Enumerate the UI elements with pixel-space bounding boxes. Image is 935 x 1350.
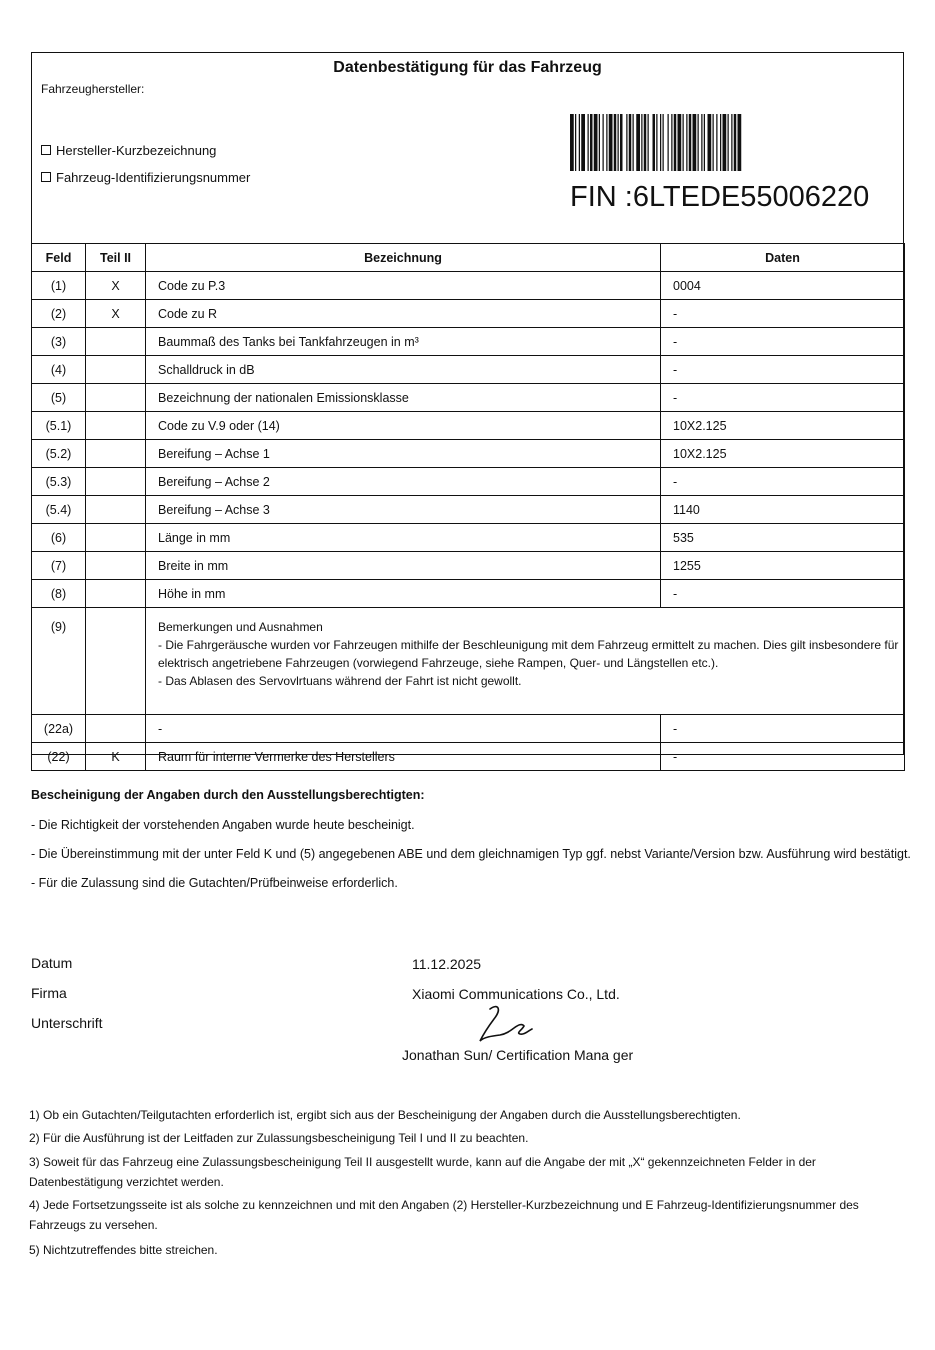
barcode-bar [618,114,619,171]
cell-bezeichnung: Bereifung – Achse 1 [146,440,661,468]
cell-bezeichnung: Breite in mm [146,552,661,580]
barcode-bar [633,114,634,171]
cell-daten: - [661,328,905,356]
cell-feld: (9) [32,608,86,715]
barcode-bar [648,114,649,171]
checkbox-icon [41,172,51,182]
footnote: 3) Soweit für das Fahrzeug eine Zulassungsbescheinigung Teil II ausgestellt wurde, kann auf die Angabe der mit „X“ gekennzeichneten Felder in der Datenbestätigung verzichtet werden. [29,1155,816,1189]
barcode-bar [683,114,684,171]
cell-feld: (8) [32,580,86,608]
barcode-bar [629,114,632,171]
table-row [32,356,905,384]
barcode-bar [738,114,742,171]
barcode-bar [716,114,717,171]
checkbox-manufacturer-short [41,143,216,158]
barcode-bar [663,114,664,171]
handwritten-signature [470,1003,540,1045]
cell-bezeichnung: Code zu R [146,300,661,328]
cell-daten: - [661,384,905,412]
cell-feld: (5.3) [32,468,86,496]
cell-feld: (5.2) [32,440,86,468]
table-row [32,328,905,356]
barcode-bar [660,114,661,171]
barcode-bar [713,114,714,171]
cell-feld: (7) [32,552,86,580]
barcode-bar [581,114,585,171]
barcode-bar [720,114,721,171]
cell-teil [86,524,146,552]
barcode-bar [599,114,600,171]
barcode-bar [626,114,627,171]
cell-daten: 10X2.125 [661,412,905,440]
col-header-feld: Feld [32,244,86,272]
barcode-bar [620,114,623,171]
footnote: 4) Jede Fortsetzungsseite ist als solche zu kennzeichnen und mit den Angaben (2) Hersteller-Kurzbezeichnung und E Fahrzeug-Identifizierungsnummer des Fahrzeugs zu versehen. [29,1198,859,1232]
table-row [32,715,905,743]
table-row [32,552,905,580]
cell-bezeichnung: - [146,715,661,743]
cell-bezeichnung: Bereifung – Achse 2 [146,468,661,496]
barcode-bar [734,114,737,171]
checkbox-icon [41,145,51,155]
manufacturer-label: Fahrzeughersteller: [41,82,145,96]
barcode-bar [674,114,677,171]
checkbox-vehicle-id [41,170,250,185]
table-row [32,524,905,552]
table-row [32,496,905,524]
remarks-title: Bemerkungen und Ausnahmen [158,620,323,634]
barcode-bar [575,114,576,171]
cell-bezeichnung: Raum für interne Vermerke des Herstellers [146,743,661,771]
col-header-bezeichnung: Bezeichnung [146,244,661,272]
cell-bezeichnung: Code zu P.3 [146,272,661,300]
cell-teil: X [86,300,146,328]
cell-daten: - [661,743,905,771]
col-header-teil: Teil II [86,244,146,272]
remark-item: - Die Fahrgeräusche wurden vor Fahrzeugen mithilfe der Beschleunigung mit dem Fahrzeug ermittelt zu machen. Dies gilt insbesondere für elektrisch angetriebene Fahrzeugen (vorwiegend Fahrzeuge, siehe Rampen, Quer- und Längstellen etc.). [158,638,899,670]
barcode-bar [701,114,702,171]
barcode-bar [708,114,712,171]
barcode-bar [579,114,580,171]
cell-feld: (22) [32,743,86,771]
cell-bezeichnung: Code zu V.9 oder (14) [146,412,661,440]
cell-feld: (5.4) [32,496,86,524]
barcode-bar [594,114,598,171]
barcode-bar [606,114,607,171]
cell-daten: - [661,300,905,328]
document-title: Datenbestätigung für das Fahrzeug [333,59,602,76]
table-row [32,743,905,771]
table-row [32,272,905,300]
barcode-bar [636,114,640,171]
cell-feld: (6) [32,524,86,552]
remark-item: - Das Ablasen des Servovlrtuans während der Fahrt ist nicht gewollt. [158,674,522,688]
cell-daten: - [661,356,905,384]
table-row [32,384,905,412]
col-header-daten: Daten [661,244,905,272]
barcode-bar [704,114,705,171]
barcode-bar [570,114,574,171]
cell-feld: (5.1) [32,412,86,440]
cell-teil [86,328,146,356]
cell-teil [86,715,146,743]
cell-bezeichnung: Bereifung – Achse 3 [146,496,661,524]
cell-daten: - [661,715,905,743]
barcode-image [570,114,854,171]
certification-line: - Die Übereinstimmung mit der unter Feld K und (5) angegebenen ABE und dem gleichnamigen Typ ggf. nebst Variante/Version bzw. Ausführung wird bestätigt. [31,847,911,861]
certification-line: - Für die Zulassung sind die Gutachten/Prüfbeinweise erforderlich. [31,876,398,890]
barcode-bar [689,114,692,171]
cell-teil [86,440,146,468]
signer-name: Jonathan Sun/ Certification Mana ger [402,1047,634,1063]
unterschrift-label: Unterschrift [31,1015,103,1031]
table-row [32,440,905,468]
cell-bezeichnung: Höhe in mm [146,580,661,608]
cell-daten: - [661,468,905,496]
barcode-bar [603,114,604,171]
barcode-bar [723,114,727,171]
cell-bezeichnung: Schalldruck in dB [146,356,661,384]
barcode-bar [653,114,656,171]
cell-feld: (2) [32,300,86,328]
cell-feld: (4) [32,356,86,384]
cell-daten: 535 [661,524,905,552]
barcode-bar [671,114,672,171]
table-row [32,468,905,496]
cell-daten: 1140 [661,496,905,524]
barcode-bar [731,114,732,171]
cell-bezeichnung: Länge in mm [146,524,661,552]
datum-label: Datum [31,955,73,971]
barcode-bar [698,114,699,171]
certification-heading: Bescheinigung der Angaben durch den Ausstellungsberechtigten: [31,788,425,802]
footnote: 5) Nichtzutreffendes bitte streichen. [29,1243,218,1257]
cell-teil [86,468,146,496]
cell-daten: 1255 [661,552,905,580]
cell-teil [86,580,146,608]
barcode-bar [641,114,642,171]
table-row [32,300,905,328]
barcode-bar [609,114,613,171]
table-row [32,412,905,440]
cell-daten: 0004 [661,272,905,300]
barcode-bar [728,114,729,171]
footnote: 1) Ob ein Gutachten/Teilgutachten erforderlich ist, ergibt sich aus der Bescheinigung der Angaben durch die Ausstellungsberechtigten. [29,1108,741,1122]
barcode-bar [686,114,687,171]
checkbox-label: Fahrzeug-Identifizierungsnummer [56,170,251,185]
cell-teil [86,608,146,715]
cell-teil [86,552,146,580]
cell-teil [86,356,146,384]
cell-daten: 10X2.125 [661,440,905,468]
cell-teil [86,496,146,524]
cell-feld: (22a) [32,715,86,743]
barcode-bar [656,114,657,171]
footnote: 2) Für die Ausführung ist der Leitfaden zur Zulassungsbescheinigung Teil I und II zu beachten. [29,1131,529,1145]
cell-remarks [146,608,905,715]
table-header-row [32,244,905,272]
data-table [31,243,905,771]
cell-bezeichnung: Bezeichnung der nationalen Emissionsklasse [146,384,661,412]
barcode-bar [668,114,669,171]
table-row [32,580,905,608]
cell-bezeichnung: Baummaß des Tanks bei Tankfahrzeugen in m³ [146,328,661,356]
barcode-bar [588,114,589,171]
cell-feld: (5) [32,384,86,412]
barcode-bar [614,114,617,171]
cell-teil [86,412,146,440]
firma-label: Firma [31,985,67,1001]
barcode-bar [644,114,647,171]
certification-line: - Die Richtigkeit der vorstehenden Angaben wurde heute bescheinigt. [31,818,415,832]
table-row-remarks [32,608,905,715]
barcode-bar [678,114,682,171]
barcode-bar [693,114,697,171]
fin-number: FIN :6LTEDE55006220 [570,181,870,213]
firma-value: Xiaomi Communications Co., Ltd. [412,986,620,1002]
cell-feld: (1) [32,272,86,300]
cell-teil: K [86,743,146,771]
barcode-bar [590,114,593,171]
checkbox-label: Hersteller-Kurzbezeichnung [56,143,217,158]
cell-feld: (3) [32,328,86,356]
cell-teil: X [86,272,146,300]
datum-value: 11.12.2025 [412,956,482,972]
data-confirmation-frame [31,52,904,764]
cell-daten: - [661,580,905,608]
cell-teil [86,384,146,412]
